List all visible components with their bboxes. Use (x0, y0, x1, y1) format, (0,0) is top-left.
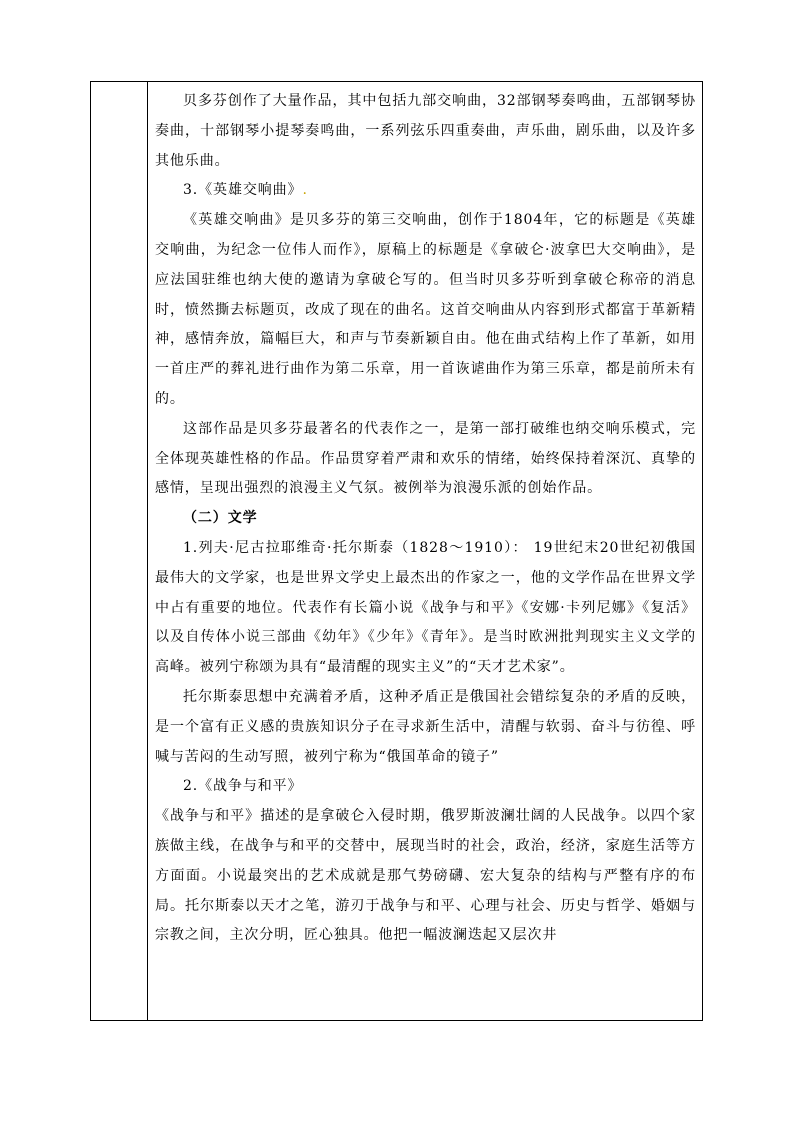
paragraph-eroica-significance: 这部作品是贝多芬最著名的代表作之一，是第一部打破维也纳交响乐模式，完全体现英雄性格的作品。作品贯穿着严肃和欢乐的情绪，始终保持着深沉、真挚的感情，呈现出强烈的浪漫主义气氛。被例举为浪漫乐派的创始作品。 (155, 420, 696, 497)
table-content-cell (149, 82, 702, 1020)
table-left-column (91, 82, 148, 1020)
heading-eroica-trail: . (302, 182, 308, 199)
paragraph-war-and-peace-body: 《战争与和平》描述的是拿破仑入侵时期，俄罗斯波澜壮阔的人民战争。以四个家族做主线，在战争与和平的交替中，展现当时的社会，政治，经济，家庭生活等方方面面。小说最突出的艺术成就是那气势磅礴、宏大复杂的结构与严整有序的布局。托尔斯泰以天才之笔，游刃于战争与和平、心理与社会、历史与哲学、婚姻与宗教之间，主次分明，匠心独具。他把一幅波澜迭起又层次井 (155, 808, 696, 944)
heading-war-and-peace: 2.《战争与和平》 (183, 778, 303, 795)
paragraph-tolstoy-intro: 1.列夫·尼古拉耶维奇·托尔斯泰（1828～1910）： 19世纪末20世纪初俄国最伟大的文学家，也是世界文学史上最杰出的作家之一，他的文学作品在世界文学中占有重要的地位。代表作有长篇小说《战争与和平》《安娜·卡列尼娜》《复活》以及自传体小说三部曲《幼年》《少年》《青年》。是当时欧洲批判现实主义文学的高峰。被列宁称颂为具有“最清醒的现实主义”的“天才艺术家”。 (155, 539, 696, 676)
heading-literature: （二）文学 (183, 510, 258, 527)
paragraph-tolstoy-thought: 托尔斯泰思想中充满着矛盾，这种矛盾正是俄国社会错综复杂的矛盾的反映，是一个富有正义感的贵族知识分子在寻求新生活中，清醒与软弱、奋斗与彷徨、呼喊与苦闷的生动写照，被列宁称为“俄国革命的镜子” (155, 688, 696, 765)
heading-eroica-symphony (155, 176, 696, 206)
heading-eroica-text: 3.《英雄交响曲》 (183, 182, 303, 199)
paragraph-eroica-intro: 《英雄交响曲》是贝多芬的第三交响曲，创作于1804年，它的标题是《英雄交响曲，为纪念一位伟人而作》，原稿上的标题是《拿破仑·波拿巴大交响曲》，是应法国驻维也纳大使的邀请为拿破仑写的。但当时贝多芬听到拿破仑称帝的消息时，愤然撕去标题页，改成了现在的曲名。这首交响曲从内容到形式都富于革新精神，感情奔放，篇幅巨大，和声与节奏新颖自由。他在曲式结构上作了革新，如用一首庄严的葬礼进行曲作为第二乐章，用一首诙谑曲作为第三乐章，都是前所未有的。 (155, 212, 696, 407)
paragraph-works-list: 贝多芬创作了大量作品，其中包括九部交响曲，32部钢琴奏鸣曲，五部钢琴协奏曲，十部钢琴小提琴奏鸣曲，一系列弦乐四重奏曲，声乐曲，剧乐曲，以及许多其他乐曲。 (155, 93, 696, 169)
content-table (90, 81, 703, 1021)
